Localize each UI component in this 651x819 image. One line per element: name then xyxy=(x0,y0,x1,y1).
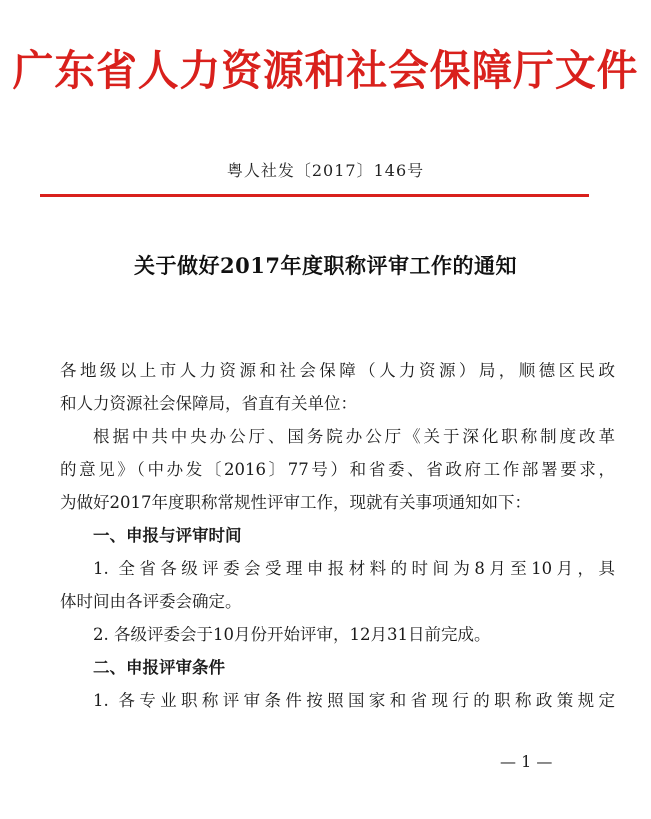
intro-line: 的意见》（中办发〔2016〕77号）和省委、省政府工作部署要求， xyxy=(60,460,615,479)
salutation-line: 和人力资源社会保障局，省直有关单位： xyxy=(60,394,357,413)
red-divider-line xyxy=(40,194,589,197)
page-number: — 1 — xyxy=(500,752,553,771)
intro-line: 为做好2017年度职称常规性评审工作，现就有关事项通知如下： xyxy=(60,493,531,512)
issuer-title: 广东省人力资源和社会保障厅文件 xyxy=(12,46,639,95)
section-heading-1: 一、申报与评审时间 xyxy=(93,526,242,545)
paragraph-line: 1. 各专业职称评审条件按照国家和省现行的职称政策规定 xyxy=(93,691,615,710)
paragraph-line: 1. 全省各级评委会受理申报材料的时间为8月至10月，具 xyxy=(93,559,615,578)
notice-title: 关于做好2017年度职称评审工作的通知 xyxy=(134,253,517,278)
paragraph-line: 体时间由各评委会确定。 xyxy=(60,592,242,611)
section-heading-2: 二、申报评审条件 xyxy=(93,658,225,677)
intro-line: 根据中共中央办公厅、国务院办公厅《关于深化职称制度改革 xyxy=(93,427,615,446)
document-body xyxy=(60,354,615,717)
document-number: 粤人社发〔2017〕146号 xyxy=(226,161,425,180)
paragraph-line: 2. 各级评委会于10月份开始评审，12月31日前完成。 xyxy=(93,625,491,644)
salutation-line: 各地级以上市人力资源和社会保障（人力资源）局，顺德区民政 xyxy=(60,361,615,380)
